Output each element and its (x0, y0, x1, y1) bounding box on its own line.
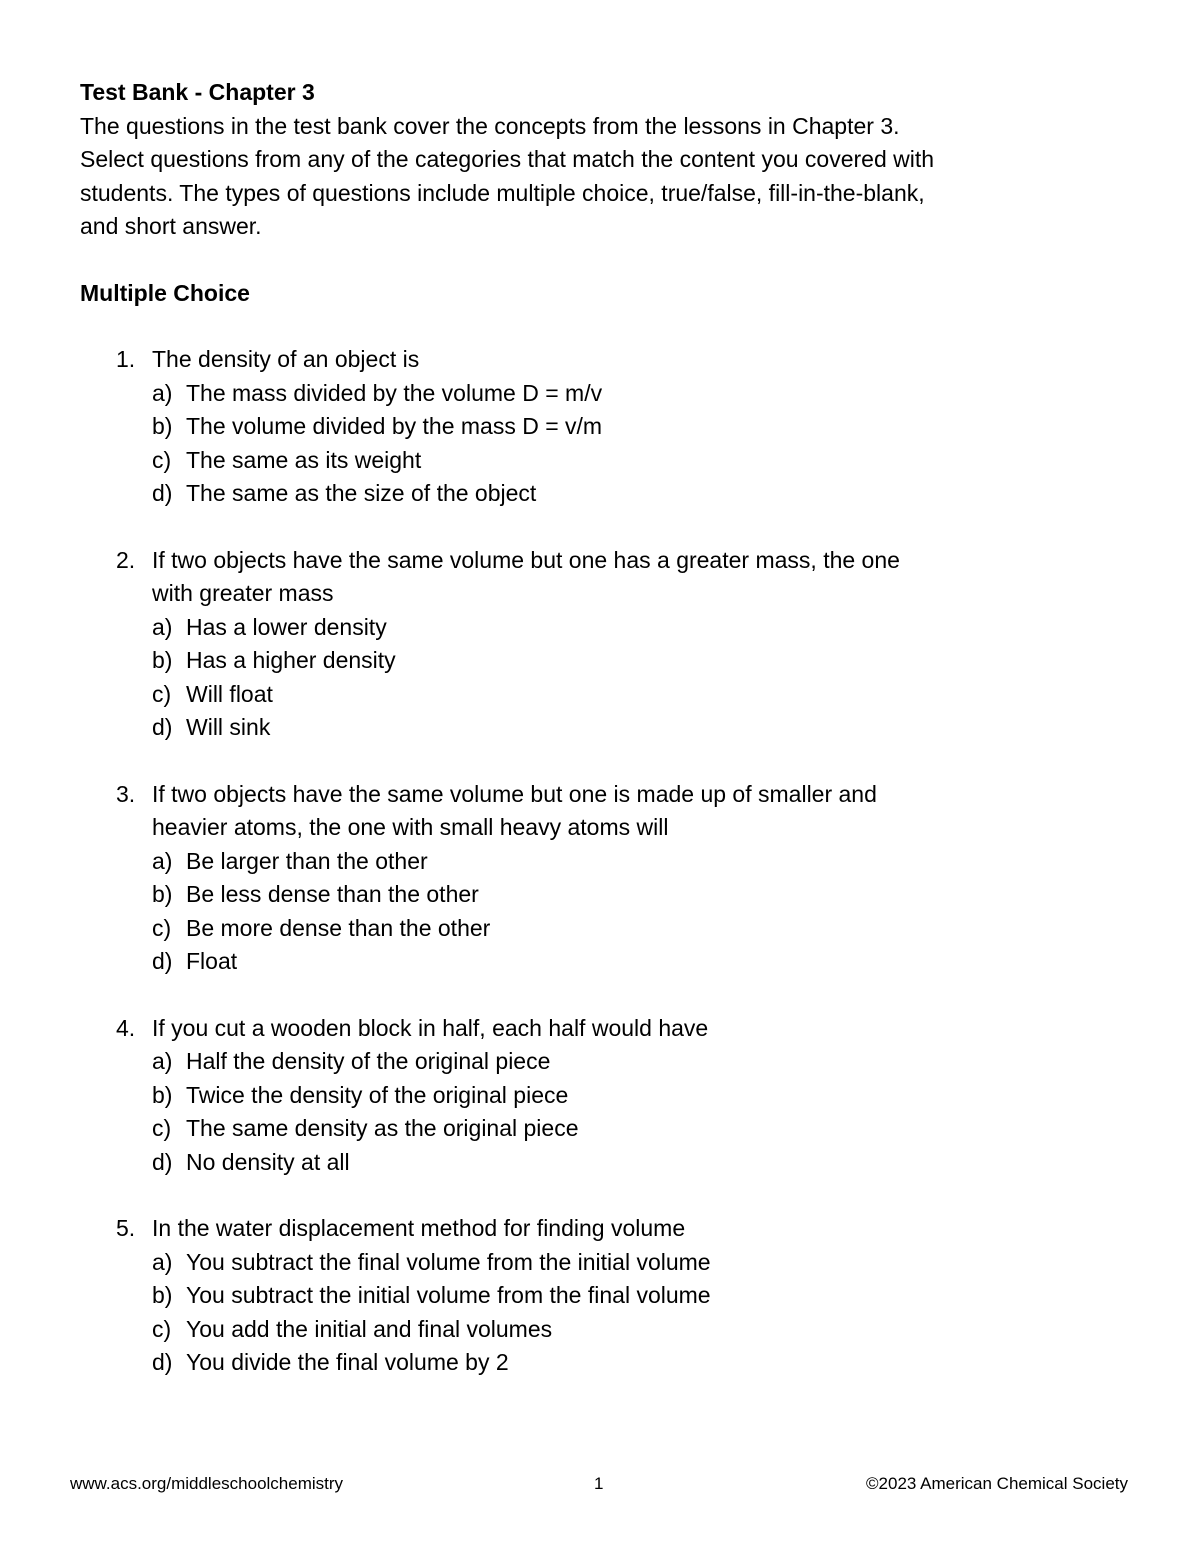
option-text: Be less dense than the other (186, 881, 479, 907)
option-letter: b) (152, 647, 173, 673)
answer-option (152, 678, 1080, 712)
option-text: Half the density of the original piece (186, 1048, 551, 1074)
question-3 (80, 778, 1080, 979)
answer-option (152, 1045, 1080, 1079)
option-text: The same as its weight (186, 446, 422, 473)
option-text: Will sink (186, 714, 271, 740)
option-letter: b) (152, 1282, 173, 1308)
option-letter: c) (152, 1115, 172, 1141)
option-text: You subtract the final volume from the initial volume (186, 1248, 711, 1275)
answer-option (152, 377, 1080, 411)
option-letter: c) (152, 446, 172, 473)
question-number: 1. (116, 346, 136, 372)
option-letter: a) (152, 847, 173, 874)
question-number: 5. (116, 1215, 136, 1241)
question-2 (80, 544, 1080, 745)
answer-option (152, 477, 1080, 511)
intro-line: and short answer. (80, 213, 262, 239)
answer-option (152, 410, 1080, 444)
answer-option (152, 1346, 1080, 1380)
footer-page-number: 1 (594, 1474, 604, 1493)
option-text: Float (186, 948, 238, 974)
question-text: The density of an object is (152, 346, 420, 372)
option-text: The volume divided by the mass D = v/m (186, 413, 603, 439)
option-text: Has a higher density (186, 647, 396, 673)
option-letter: d) (152, 1349, 173, 1375)
answer-option (152, 945, 1080, 979)
option-text: Twice the density of the original piece (186, 1081, 569, 1108)
question-4 (80, 1012, 1080, 1180)
intro-line: The questions in the test bank cover the concepts from the lessons in Chapter 3. (80, 112, 900, 139)
answer-options (152, 845, 1080, 979)
option-text: The same density as the original piece (186, 1115, 579, 1141)
option-letter: d) (152, 480, 173, 506)
option-text: You add the initial and final volumes (186, 1315, 553, 1342)
question-5 (80, 1212, 1080, 1380)
option-letter: a) (152, 1248, 173, 1275)
option-letter: d) (152, 948, 173, 974)
question-text: If you cut a wooden block in half, each half would have (152, 1014, 709, 1041)
option-letter: c) (152, 1315, 172, 1342)
option-letter: d) (152, 714, 173, 740)
option-text: The same as the size of the object (186, 480, 537, 506)
answer-option (152, 1279, 1080, 1313)
answer-options (152, 611, 1080, 745)
option-letter: a) (152, 613, 173, 640)
question-text: If two objects have the same volume but one has a greater mass, the one (152, 546, 900, 573)
answer-option (152, 1246, 1080, 1280)
option-letter: c) (152, 914, 172, 941)
question-number: 4. (116, 1014, 136, 1041)
question-text: with greater mass (152, 580, 334, 606)
answer-options (152, 377, 1080, 511)
answer-options (152, 1246, 1080, 1380)
option-text: No density at all (186, 1148, 350, 1175)
question-text: If two objects have the same volume but one is made up of smaller and (152, 780, 877, 807)
answer-option (152, 444, 1080, 478)
question-number: 3. (116, 780, 136, 807)
question-text: heavier atoms, the one with small heavy atoms will (152, 814, 669, 840)
question-1 (80, 343, 1080, 511)
option-letter: d) (152, 1148, 173, 1175)
option-text: You divide the final volume by 2 (186, 1349, 509, 1375)
option-letter: b) (152, 881, 173, 907)
option-letter: b) (152, 413, 173, 439)
footer-copyright: ©2023 American Chemical Society (866, 1474, 1128, 1493)
footer-url: www.acs.org/middleschoolchemistry (70, 1474, 344, 1493)
answer-option (152, 1112, 1080, 1146)
option-letter: c) (152, 680, 172, 707)
option-letter: b) (152, 1081, 173, 1108)
section-heading-multiple-choice: Multiple Choice (80, 279, 250, 306)
answer-option (152, 611, 1080, 645)
answer-options (152, 1045, 1080, 1179)
answer-option (152, 1313, 1080, 1347)
answer-option (152, 845, 1080, 879)
option-text: Will float (186, 680, 273, 707)
answer-option (152, 1079, 1080, 1113)
option-text: Has a lower density (186, 613, 387, 640)
question-number: 2. (116, 546, 136, 573)
document-title: Test Bank - Chapter 3 (80, 79, 315, 105)
option-text: The mass divided by the volume D = m/v (186, 379, 603, 406)
answer-option (152, 878, 1080, 912)
question-text: In the water displacement method for finding volume (152, 1215, 686, 1241)
answer-option (152, 912, 1080, 946)
intro-line: students. The types of questions include multiple choice, true/false, fill-in-the-blank, (80, 179, 925, 206)
option-text: Be larger than the other (186, 847, 428, 874)
option-text: Be more dense than the other (186, 914, 491, 941)
page-content (80, 76, 1080, 1413)
option-letter: a) (152, 1048, 173, 1074)
intro-line: Select questions from any of the categories that match the content you covered with (80, 146, 935, 172)
answer-option (152, 644, 1080, 678)
option-text: You subtract the initial volume from the final volume (186, 1282, 711, 1308)
answer-option (152, 711, 1080, 745)
answer-option (152, 1146, 1080, 1180)
option-letter: a) (152, 379, 173, 406)
intro-paragraph (80, 110, 1080, 244)
